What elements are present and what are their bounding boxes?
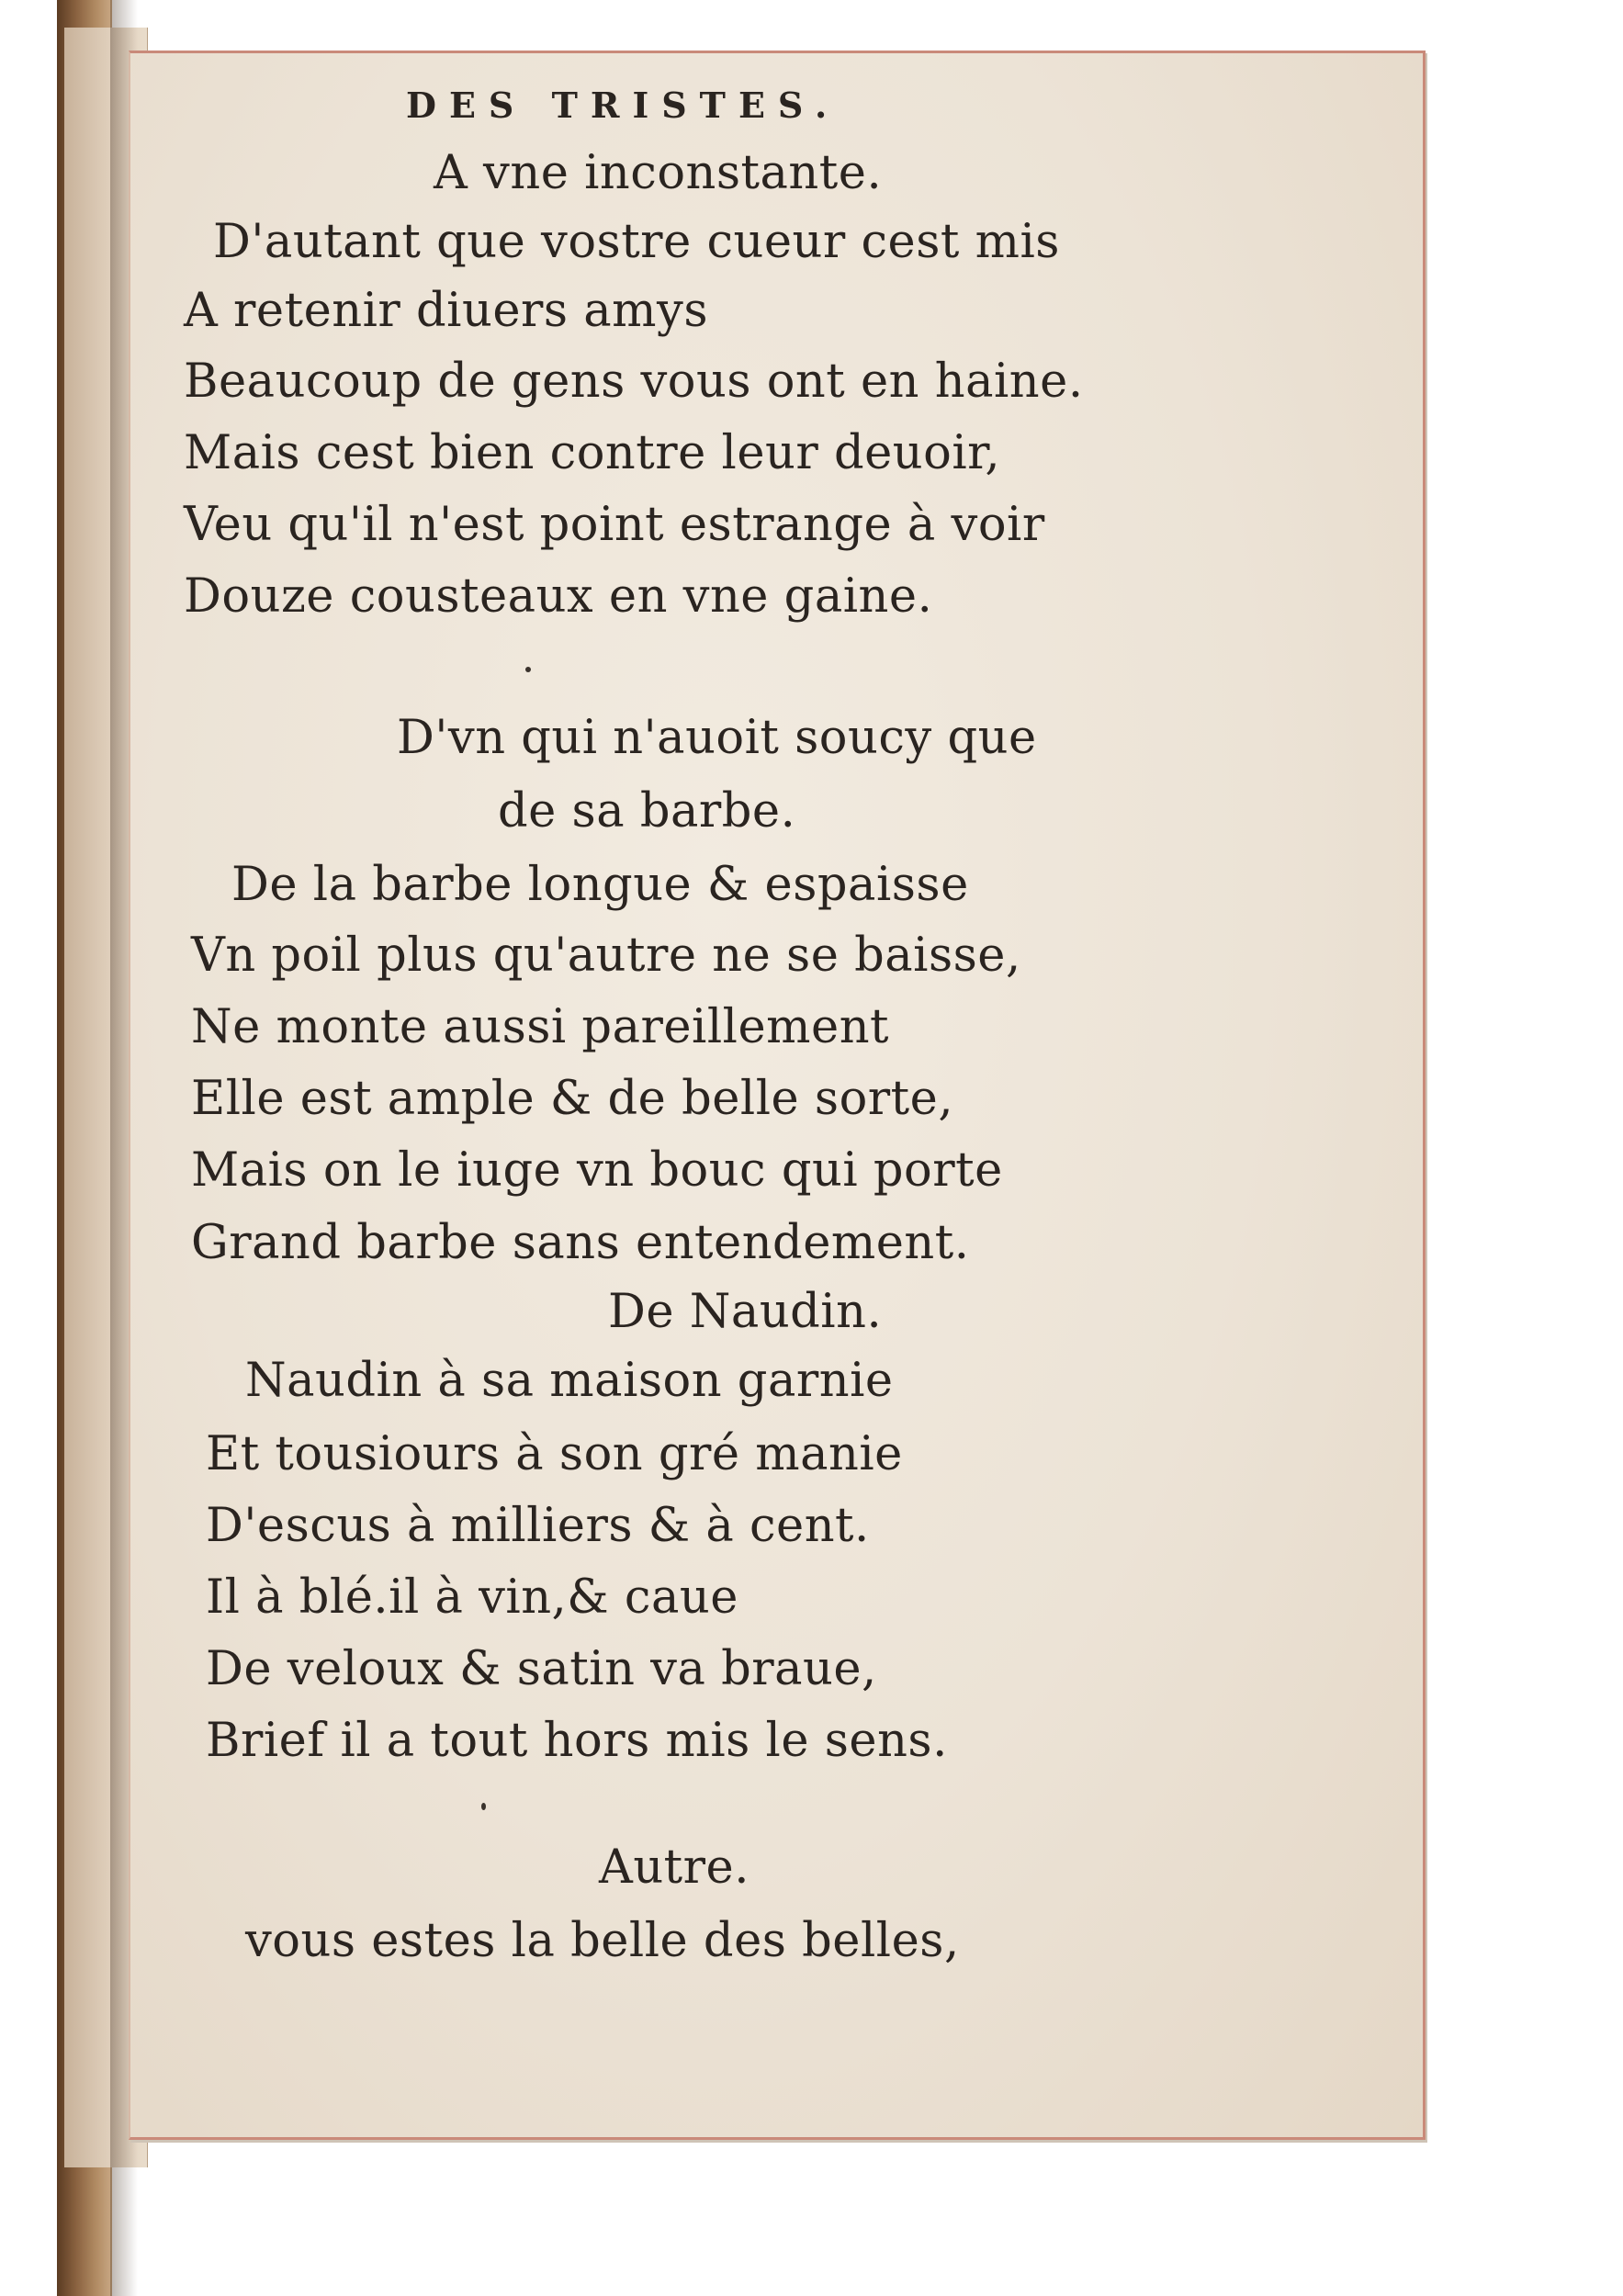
page-text [130,53,1423,2137]
poem-line: Brief il a tout hors mis le sens. [206,1714,948,1768]
poem-line: Ne monte aussi pareillement [191,1000,890,1054]
poem-line: Douze cousteaux en vne gaine. [184,569,933,624]
poem-title: de sa barbe. [498,784,796,838]
poem-title: De Naudin. [608,1285,883,1339]
poem-line: Mais cest bien contre leur deuoir, [184,426,1001,480]
poem-title: A vne inconstante. [434,146,883,200]
poem-line: vous estes la belle des belles, [245,1914,960,1968]
poem-line: Beaucoup de gens vous ont en haine. [184,355,1084,409]
poem-line: D'autant que vostre cueur cest mis [213,215,1060,269]
ink-speck [525,667,531,672]
poem-line: De la barbe longue & espaisse [231,858,969,912]
poem-line: Grand barbe sans entendement. [191,1216,970,1270]
poem-line: D'escus à milliers & à cent. [206,1499,870,1553]
poem-title: D'vn qui n'auoit soucy que [397,711,1037,765]
poem-line: Naudin à sa maison garnie [245,1354,894,1408]
poem-line: Mais on le iuge vn bouc qui porte [191,1143,1003,1198]
poem-line: Vn poil plus qu'autre ne se baisse, [191,929,1021,983]
poem-title: Autre. [599,1840,750,1895]
poem-line: Elle est ample & de belle sorte, [191,1072,954,1126]
running-head: DES TRISTES. [406,84,840,126]
poem-line: Veu qu'il n'est point estrange à voir [184,498,1045,552]
poem-line: Il à blé.il à vin,& caue [206,1570,738,1625]
poem-line: Et tousiours à son gré manie [206,1427,903,1481]
ink-speck [481,1803,486,1810]
book-page [129,51,1426,2140]
poem-line: A retenir diuers amys [184,284,709,338]
poem-line: De veloux & satin va braue, [206,1642,877,1696]
